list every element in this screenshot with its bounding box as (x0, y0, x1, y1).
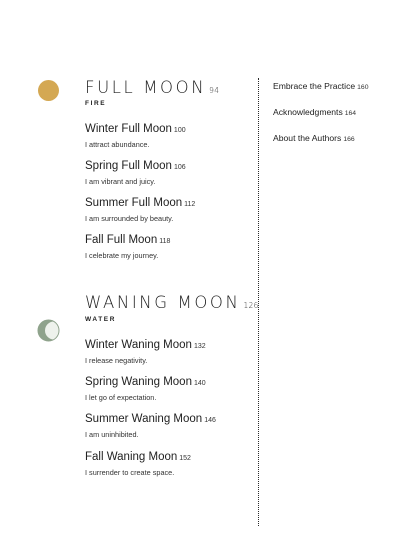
toc-entry[interactable] (85, 375, 206, 403)
section-title-full-moon[interactable] (85, 78, 219, 97)
entry-affirmation: I release negativity. (85, 356, 148, 365)
entry-affirmation: I attract abundance. (85, 140, 150, 149)
entry-affirmation: I am surrounded by beauty. (85, 214, 174, 223)
toc-entry[interactable] (85, 450, 191, 478)
page-number: 126 (243, 301, 259, 310)
toc-entry[interactable] (85, 233, 170, 261)
entry-title: About the Authors (273, 133, 342, 143)
entry-title: Winter Full Moon (85, 123, 172, 135)
page-number: 146 (204, 417, 216, 424)
entry-title: Summer Waning Moon (85, 413, 203, 425)
page-number: 106 (173, 164, 186, 171)
entry-affirmation: I let go of expectation. (85, 393, 157, 402)
page-number: 112 (184, 201, 196, 208)
page-number: 152 (179, 455, 191, 462)
toc-entry-acknowledgments[interactable] (273, 107, 356, 117)
page-number: 160 (357, 84, 369, 91)
toc-entry[interactable] (85, 196, 195, 224)
page-number: 100 (173, 127, 186, 134)
toc-entry[interactable] (85, 338, 206, 366)
page-number: 94 (209, 86, 220, 95)
element-label-water: WATER (85, 316, 116, 323)
entry-title: Fall Waning Moon (85, 451, 178, 463)
entry-title: Winter Waning Moon (85, 339, 192, 351)
page-number: 164 (344, 110, 357, 117)
entry-affirmation: I surrender to create space. (85, 468, 175, 477)
page-number: 132 (193, 343, 206, 350)
entry-title: Acknowledgments (273, 107, 343, 117)
entry-title: Summer Full Moon (85, 197, 183, 209)
full-moon-icon (38, 80, 59, 101)
page-number: 166 (343, 136, 355, 143)
entry-affirmation: I am vibrant and juicy. (85, 177, 156, 186)
entry-affirmation: I am uninhibited. (85, 430, 139, 439)
entry-title: Embrace the Practice (273, 81, 356, 91)
toc-entry-about-the-authors[interactable] (273, 133, 355, 143)
toc-entry[interactable] (85, 122, 186, 150)
section-title-text: FULL MOON (85, 78, 207, 97)
element-label-fire: FIRE (85, 100, 107, 107)
toc-entry[interactable] (85, 159, 186, 187)
entry-title: Spring Waning Moon (85, 376, 192, 388)
entry-title: Spring Full Moon (85, 160, 172, 172)
column-divider (258, 78, 259, 526)
toc-entry[interactable] (85, 412, 216, 440)
entry-title: Fall Full Moon (85, 234, 158, 246)
toc-entry-embrace-the-practice[interactable] (273, 81, 369, 91)
page-number: 118 (159, 238, 171, 245)
entry-affirmation: I celebrate my journey. (85, 251, 159, 260)
page-number: 140 (193, 380, 206, 387)
waning-moon-icon (37, 319, 60, 342)
section-title-waning-moon[interactable] (85, 293, 259, 312)
section-title-text: WANING MOON (85, 293, 241, 312)
